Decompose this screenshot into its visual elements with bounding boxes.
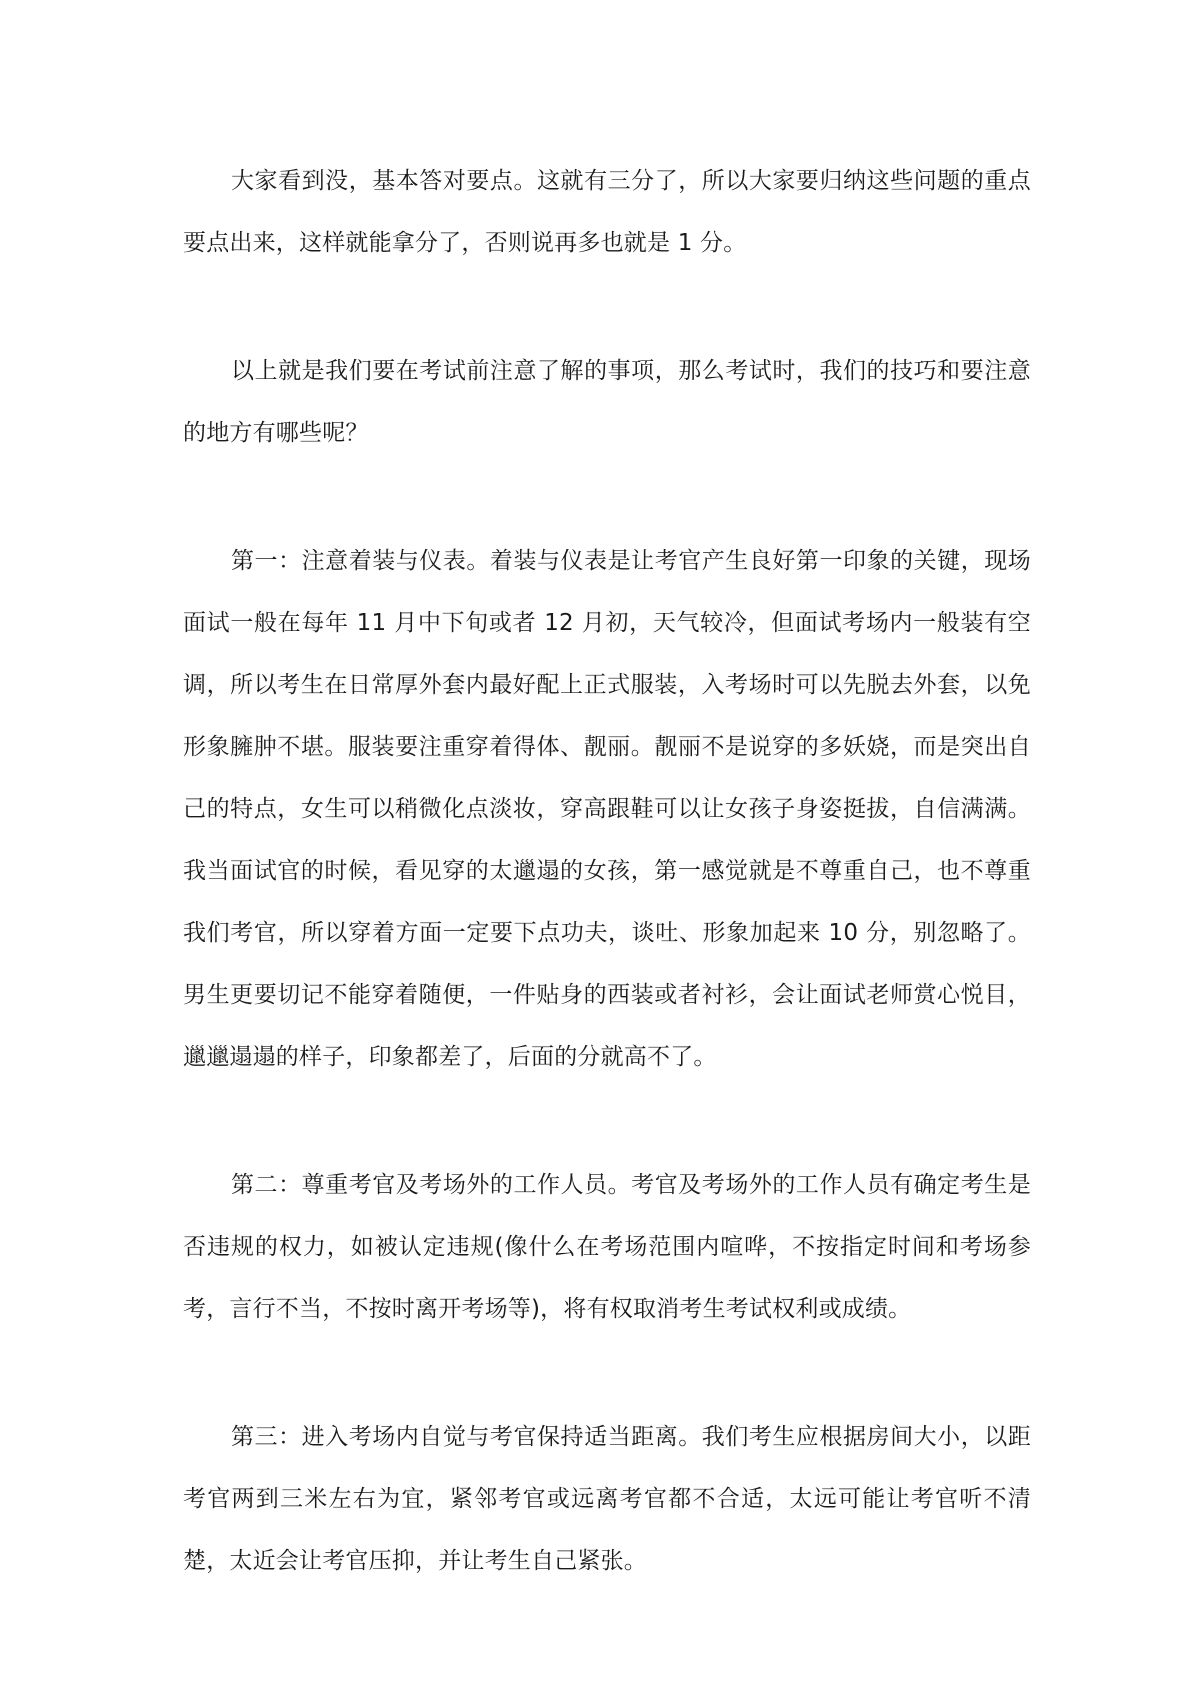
paragraph-tip-dress: 第一：注意着装与仪表。着装与仪表是让考官产生良好第一印象的关键，现场面试一般在每年 11 月中下旬或者 12 月初，天气较冷，但面试考场内一般装有空调，所以考生在日常厚外套内最好配上正式服装，入考场时可以先脱去外套，以免形象臃肿不堪。服装要注重穿着得体、靓丽。靓丽不是说穿的多妖娆，而是突出自己的特点，女生可以稍微化点淡妆，穿高跟鞋可以让女孩子身姿挺拔，自信满满。我当面试官的时候，看见穿的太邋遢的女孩，第一感觉就是不尊重自己，也不尊重我们考官，所以穿着方面一定要下点功夫，谈吐、形象加起来 10 分，别忽略了。男生更要切记不能穿着随便，一件贴身的西装或者衬衫，会让面试老师赏心悦目，邋邋遢遢的样子，印象都差了，后面的分就高不了。 <box>183 548 1031 1070</box>
document-body <box>183 150 1031 1658</box>
paragraph-tip-respect-staff: 第二：尊重考官及考场外的工作人员。考官及考场外的工作人员有确定考生是否违规的权力，如被认定违规(像什么在考场范围内喧哗，不按指定时间和考场参考，言行不当，不按时离开考场等)，将有权取消考生考试权利或成绩。 <box>183 1172 1031 1322</box>
paragraph-exam-tips-intro: 以上就是我们要在考试前注意了解的事项，那么考试时，我们的技巧和要注意的地方有哪些呢？ <box>183 358 1031 446</box>
paragraph-summary: 大家看到没，基本答对要点。这就有三分了，所以大家要归纳这些问题的重点要点出来，这样就能拿分了，否则说再多也就是 1 分。 <box>183 168 1031 256</box>
paragraph-tip-distance: 第三：进入考场内自觉与考官保持适当距离。我们考生应根据房间大小，以距考官两到三米左右为宜，紧邻考官或远离考官都不合适，太远可能让考官听不清楚，太近会让考官压抑，并让考生自己紧张。 <box>183 1424 1031 1574</box>
